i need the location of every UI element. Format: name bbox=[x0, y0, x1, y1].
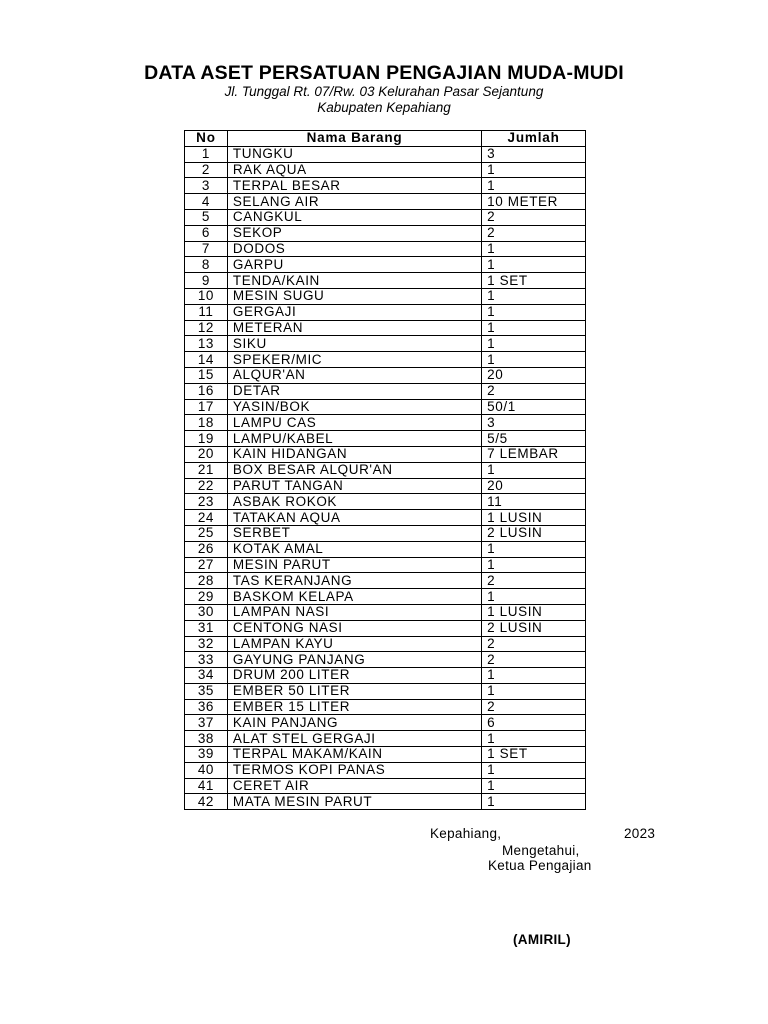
row-number: 17 bbox=[185, 399, 228, 415]
item-name: LAMPU CAS bbox=[227, 415, 481, 431]
item-quantity: 20 bbox=[482, 478, 586, 494]
item-quantity: 3 bbox=[482, 146, 586, 162]
row-number: 2 bbox=[185, 162, 228, 178]
asset-table-body bbox=[185, 146, 586, 809]
item-name: ALAT STEL GERGAJI bbox=[227, 731, 481, 747]
table-row bbox=[185, 162, 586, 178]
row-number: 21 bbox=[185, 462, 228, 478]
row-number: 25 bbox=[185, 525, 228, 541]
row-number: 19 bbox=[185, 431, 228, 447]
table-row bbox=[185, 399, 586, 415]
item-quantity: 1 bbox=[482, 352, 586, 368]
table-row bbox=[185, 415, 586, 431]
table-row bbox=[185, 178, 586, 194]
row-number: 14 bbox=[185, 352, 228, 368]
item-quantity: 2 bbox=[482, 383, 586, 399]
item-quantity: 1 LUSIN bbox=[482, 604, 586, 620]
item-name: SPEKER/MIC bbox=[227, 352, 481, 368]
item-name: LAMPAN KAYU bbox=[227, 636, 481, 652]
column-header-jumlah: Jumlah bbox=[482, 131, 586, 147]
document-title: DATA ASET PERSATUAN PENGAJIAN MUDA-MUDI bbox=[144, 62, 624, 84]
table-row bbox=[185, 431, 586, 447]
table-row bbox=[185, 636, 586, 652]
item-name: MATA MESIN PARUT bbox=[227, 794, 481, 810]
item-quantity: 1 SET bbox=[482, 273, 586, 289]
item-quantity: 2 bbox=[482, 573, 586, 589]
row-number: 10 bbox=[185, 288, 228, 304]
item-quantity: 1 bbox=[482, 794, 586, 810]
item-name: KAIN HIDANGAN bbox=[227, 446, 481, 462]
item-name: TUNGKU bbox=[227, 146, 481, 162]
table-row bbox=[185, 209, 586, 225]
table-row bbox=[185, 510, 586, 526]
item-name: BASKOM KELAPA bbox=[227, 589, 481, 605]
item-quantity: 2 bbox=[482, 699, 586, 715]
item-quantity: 1 bbox=[482, 683, 586, 699]
item-quantity: 1 bbox=[482, 241, 586, 257]
row-number: 22 bbox=[185, 478, 228, 494]
row-number: 41 bbox=[185, 778, 228, 794]
item-quantity: 2 LUSIN bbox=[482, 525, 586, 541]
row-number: 6 bbox=[185, 225, 228, 241]
item-quantity: 1 bbox=[482, 557, 586, 573]
row-number: 29 bbox=[185, 589, 228, 605]
item-name: BOX BESAR ALQUR'AN bbox=[227, 462, 481, 478]
row-number: 15 bbox=[185, 367, 228, 383]
item-name: TENDA/KAIN bbox=[227, 273, 481, 289]
item-quantity: 2 bbox=[482, 225, 586, 241]
item-quantity: 1 bbox=[482, 162, 586, 178]
item-quantity: 1 bbox=[482, 462, 586, 478]
table-row bbox=[185, 241, 586, 257]
item-quantity: 1 bbox=[482, 762, 586, 778]
signature-place: Kepahiang, bbox=[430, 826, 502, 841]
item-name: SERBET bbox=[227, 525, 481, 541]
item-quantity: 3 bbox=[482, 415, 586, 431]
item-name: CANGKUL bbox=[227, 209, 481, 225]
item-name: DRUM 200 LITER bbox=[227, 668, 481, 684]
table-row bbox=[185, 620, 586, 636]
row-number: 13 bbox=[185, 336, 228, 352]
row-number: 26 bbox=[185, 541, 228, 557]
table-row bbox=[185, 225, 586, 241]
row-number: 30 bbox=[185, 604, 228, 620]
item-name: GARPU bbox=[227, 257, 481, 273]
row-number: 23 bbox=[185, 494, 228, 510]
item-quantity: 1 bbox=[482, 731, 586, 747]
item-quantity: 2 bbox=[482, 209, 586, 225]
table-row bbox=[185, 794, 586, 810]
row-number: 28 bbox=[185, 573, 228, 589]
signature-acknowledged: Mengetahui, bbox=[502, 843, 580, 858]
item-quantity: 6 bbox=[482, 715, 586, 731]
row-number: 5 bbox=[185, 209, 228, 225]
item-quantity: 20 bbox=[482, 367, 586, 383]
row-number: 37 bbox=[185, 715, 228, 731]
item-quantity: 1 SET bbox=[482, 747, 586, 763]
table-row bbox=[185, 494, 586, 510]
table-row bbox=[185, 541, 586, 557]
table-row bbox=[185, 589, 586, 605]
row-number: 18 bbox=[185, 415, 228, 431]
row-number: 34 bbox=[185, 668, 228, 684]
row-number: 38 bbox=[185, 731, 228, 747]
item-quantity: 1 bbox=[482, 336, 586, 352]
table-row bbox=[185, 652, 586, 668]
column-header-no: No bbox=[185, 131, 228, 147]
table-row bbox=[185, 462, 586, 478]
table-row bbox=[185, 336, 586, 352]
item-name: TERMOS KOPI PANAS bbox=[227, 762, 481, 778]
item-name: GAYUNG PANJANG bbox=[227, 652, 481, 668]
item-name: YASIN/BOK bbox=[227, 399, 481, 415]
signature-year: 2023 bbox=[624, 826, 656, 841]
item-name: KAIN PANJANG bbox=[227, 715, 481, 731]
item-quantity: 1 bbox=[482, 320, 586, 336]
row-number: 1 bbox=[185, 146, 228, 162]
item-name: PARUT TANGAN bbox=[227, 478, 481, 494]
item-quantity: 2 bbox=[482, 652, 586, 668]
table-row bbox=[185, 383, 586, 399]
item-name: RAK AQUA bbox=[227, 162, 481, 178]
item-name: LAMPAN NASI bbox=[227, 604, 481, 620]
row-number: 40 bbox=[185, 762, 228, 778]
item-quantity: 1 LUSIN bbox=[482, 510, 586, 526]
row-number: 20 bbox=[185, 446, 228, 462]
row-number: 9 bbox=[185, 273, 228, 289]
table-row bbox=[185, 304, 586, 320]
table-row bbox=[185, 778, 586, 794]
address-line-2: Kabupaten Kepahiang bbox=[317, 100, 451, 115]
item-name: SELANG AIR bbox=[227, 194, 481, 210]
item-name: LAMPU/KABEL bbox=[227, 431, 481, 447]
item-quantity: 1 bbox=[482, 257, 586, 273]
table-row bbox=[185, 762, 586, 778]
row-number: 8 bbox=[185, 257, 228, 273]
item-name: TAS KERANJANG bbox=[227, 573, 481, 589]
item-quantity: 1 bbox=[482, 589, 586, 605]
item-quantity: 2 LUSIN bbox=[482, 620, 586, 636]
row-number: 31 bbox=[185, 620, 228, 636]
item-quantity: 1 bbox=[482, 178, 586, 194]
table-row bbox=[185, 320, 586, 336]
row-number: 42 bbox=[185, 794, 228, 810]
row-number: 4 bbox=[185, 194, 228, 210]
row-number: 12 bbox=[185, 320, 228, 336]
table-row bbox=[185, 146, 586, 162]
item-name: ALQUR'AN bbox=[227, 367, 481, 383]
item-name: EMBER 50 LITER bbox=[227, 683, 481, 699]
item-name: CENTONG NASI bbox=[227, 620, 481, 636]
signature-role: Ketua Pengajian bbox=[488, 858, 592, 873]
table-row bbox=[185, 446, 586, 462]
table-row bbox=[185, 683, 586, 699]
item-quantity: 2 bbox=[482, 636, 586, 652]
table-row bbox=[185, 747, 586, 763]
row-number: 39 bbox=[185, 747, 228, 763]
table-row bbox=[185, 604, 586, 620]
row-number: 33 bbox=[185, 652, 228, 668]
item-quantity: 5/5 bbox=[482, 431, 586, 447]
row-number: 32 bbox=[185, 636, 228, 652]
table-row bbox=[185, 257, 586, 273]
item-name: TERPAL BESAR bbox=[227, 178, 481, 194]
item-name: DETAR bbox=[227, 383, 481, 399]
item-name: TERPAL MAKAM/KAIN bbox=[227, 747, 481, 763]
item-name: MESIN PARUT bbox=[227, 557, 481, 573]
item-quantity: 1 bbox=[482, 288, 586, 304]
item-name: DODOS bbox=[227, 241, 481, 257]
item-quantity: 1 bbox=[482, 304, 586, 320]
table-row bbox=[185, 731, 586, 747]
row-number: 7 bbox=[185, 241, 228, 257]
item-name: ASBAK ROKOK bbox=[227, 494, 481, 510]
item-quantity: 1 bbox=[482, 778, 586, 794]
item-name: GERGAJI bbox=[227, 304, 481, 320]
item-quantity: 7 LEMBAR bbox=[482, 446, 586, 462]
row-number: 3 bbox=[185, 178, 228, 194]
table-row bbox=[185, 699, 586, 715]
table-row bbox=[185, 273, 586, 289]
item-name: KOTAK AMAL bbox=[227, 541, 481, 557]
table-row bbox=[185, 352, 586, 368]
row-number: 11 bbox=[185, 304, 228, 320]
table-row bbox=[185, 194, 586, 210]
signature-name: (AMIRIL) bbox=[513, 932, 571, 947]
table-header-row bbox=[185, 131, 586, 147]
table-row bbox=[185, 478, 586, 494]
table-row bbox=[185, 668, 586, 684]
row-number: 35 bbox=[185, 683, 228, 699]
row-number: 24 bbox=[185, 510, 228, 526]
item-quantity: 50/1 bbox=[482, 399, 586, 415]
table-row bbox=[185, 288, 586, 304]
row-number: 27 bbox=[185, 557, 228, 573]
item-name: SEKOP bbox=[227, 225, 481, 241]
item-quantity: 10 METER bbox=[482, 194, 586, 210]
item-name: TATAKAN AQUA bbox=[227, 510, 481, 526]
item-quantity: 1 bbox=[482, 541, 586, 557]
item-name: MESIN SUGU bbox=[227, 288, 481, 304]
item-quantity: 1 bbox=[482, 668, 586, 684]
item-name: CERET AIR bbox=[227, 778, 481, 794]
table-row bbox=[185, 367, 586, 383]
address-line-1: Jl. Tunggal Rt. 07/Rw. 03 Kelurahan Pasar Sejantung bbox=[224, 84, 544, 99]
table-row bbox=[185, 573, 586, 589]
item-name: EMBER 15 LITER bbox=[227, 699, 481, 715]
row-number: 36 bbox=[185, 699, 228, 715]
row-number: 16 bbox=[185, 383, 228, 399]
table-row bbox=[185, 525, 586, 541]
column-header-nama-barang: Nama Barang bbox=[227, 131, 481, 147]
item-name: SIKU bbox=[227, 336, 481, 352]
table-row bbox=[185, 557, 586, 573]
asset-table bbox=[184, 130, 586, 810]
item-quantity: 11 bbox=[482, 494, 586, 510]
table-row bbox=[185, 715, 586, 731]
item-name: METERAN bbox=[227, 320, 481, 336]
